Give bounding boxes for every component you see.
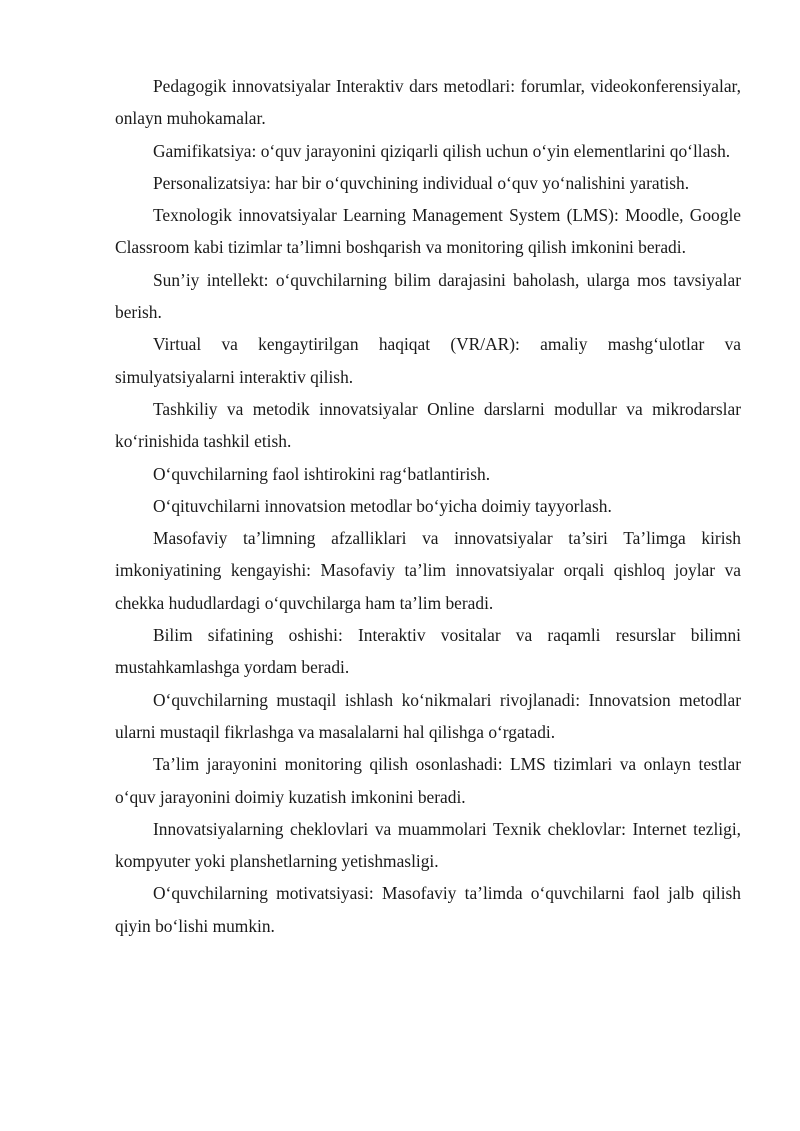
paragraph-suniy-intellekt: Sun’iy intellekt: o‘quvchilarning bilim darajasini baholash, ularga mos tavsiyalar berish. xyxy=(115,269,741,323)
paragraph-monitoring: Ta’lim jarayonini monitoring qilish osonlashadi: LMS tizimlari va onlayn testlar o‘quv jarayonini doimiy kuzatish imkonini beradi. xyxy=(115,754,741,807)
paragraph-texnologik-innovatsiyalar: Texnologik innovatsiyalar Learning Management System (LMS): Moodle, Google Classroom kabi tizimlar ta’limni boshqarish va monitoring qilish imkonini beradi. xyxy=(115,205,741,258)
paragraph-mustaqil-ishlash: O‘quvchilarning mustaqil ishlash ko‘nikmalari rivojlanadi: Innovatsion metodlar ularni mustaqil fikrlashga va masalalarni hal qilishga o‘rgatadi. xyxy=(115,689,741,742)
body-text xyxy=(115,70,741,942)
paragraph-faol-ishtirok: O‘quvchilarning faol ishtirokini rag‘batlantirish. xyxy=(153,463,491,484)
paragraph-tashkiliy-innovatsiyalar: Tashkiliy va metodik innovatsiyalar Online darslarni modullar va mikrodarslar ko‘rinishida tashkil etish. xyxy=(115,398,741,452)
paragraph-oqituvchilarni-tayyorlash: O‘qituvchilarni innovatsion metodlar bo‘yicha doimiy tayyorlash. xyxy=(153,495,612,516)
paragraph-bilim-sifati: Bilim sifatining oshishi: Interaktiv vositalar va raqamli resurslar bilimni mustahkamlashga yordam beradi. xyxy=(115,625,741,678)
paragraph-virtual-haqiqat: Virtual va kengaytirilgan haqiqat (VR/AR): amaliy mashg‘ulotlar va simulyatsiyalarni interaktiv qilish. xyxy=(115,334,741,387)
paragraph-masofaviy-afzalliklari: Masofaviy ta’limning afzalliklari va innovatsiyalar ta’siri Ta’limga kirish imkoniyatining kengayishi: Masofaviy ta’lim innovatsiyalar orqali qishloq joylar va chekka hududlardagi o‘quvchilarga ham ta’lim beradi. xyxy=(115,528,741,613)
paragraph-cheklovlar: Innovatsiyalarning cheklovlari va muammolari Texnik cheklovlar: Internet tezligi, kompyuter yoki planshetlarning yetishmasligi. xyxy=(115,818,741,872)
paragraph-gamifikatsiya: Gamifikatsiya: o‘quv jarayonini qiziqarli qilish uchun o‘yin elementlarini qo‘llash. xyxy=(153,140,731,161)
paragraph-personalizatsiya: Personalizatsiya: har bir o‘quvchining individual o‘quv yo‘nalishini yaratish. xyxy=(153,172,690,193)
paragraph-pedagogik-innovatsiyalar: Pedagogik innovatsiyalar Interaktiv dars metodlari: forumlar, videokonferensiyalar, onlayn muhokamalar. xyxy=(115,76,741,129)
paragraph-motivatsiya: O‘quvchilarning motivatsiyasi: Masofaviy ta’limda o‘quvchilarni faol jalb qilish qiyin bo‘lishi mumkin. xyxy=(115,883,741,936)
